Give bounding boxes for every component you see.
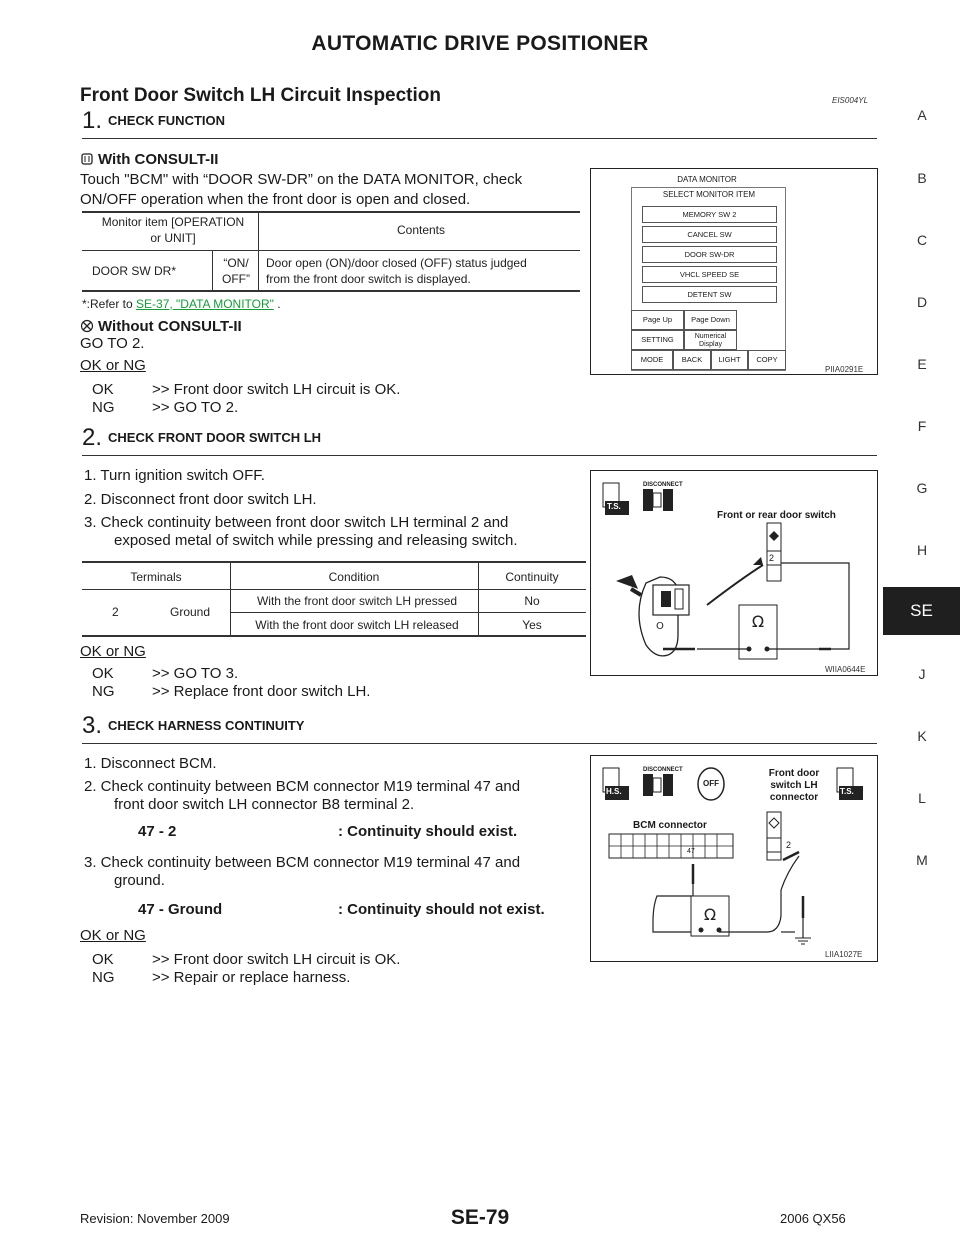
step1-para-line1: Touch "BCM" with “DOOR SW-DR” on the DATA MONITOR, check [80,171,523,188]
fig2-switch-label: Front or rear door switch [717,510,836,521]
fig1-display: Display [699,341,722,348]
fig3-fd2: switch LH [770,780,818,791]
fig1-code: PIIA0291E [825,365,864,374]
with-consult-heading [80,150,218,170]
fig1-page-down-button[interactable]: Page Down [684,310,737,330]
step1-table-bottom [82,290,580,292]
step1-ok-text: >> Front door switch LH circuit is OK. [152,381,401,398]
step3-line2b: front door switch LH connector B8 terminal 2. [114,796,415,813]
side-index-se-active[interactable]: SE [883,587,960,635]
step1-table-r1c1: DOOR SW DR* [92,264,176,278]
no-tool-icon [80,319,94,333]
side-index-j[interactable]: J [918,666,926,682]
fig1-item-4[interactable]: VHCL SPEED SE [642,266,777,283]
step2-table-h3: Continuity [505,570,559,584]
fig1-item-1[interactable]: MEMORY SW 2 [642,206,777,223]
footer-model: 2006 QX56 [780,1211,846,1226]
side-index-c[interactable]: C [916,232,928,248]
fig2-ts-label: T.S. [607,502,621,511]
fig3-pin2: 2 [786,840,792,850]
step1-ng-text: >> GO TO 2. [152,399,239,416]
step1-table-h1: Monitor item [OPERATION [101,215,245,229]
step3-spec1-result: : Continuity should exist. [338,823,518,840]
step2-divider [82,455,877,456]
step3-ok-ng: OK or NG [80,927,146,944]
step1-table-r1c3a: Door open (ON)/door closed (OFF) status judged [266,256,527,270]
section-code: EIS004YL [832,96,869,105]
fig2-terminal: 2 [769,553,775,563]
step2-table-hdiv [82,589,586,590]
fig3-code: LIIA1027E [825,950,863,959]
footer-page-number: SE-79 [450,1206,510,1229]
step1-note [82,297,281,311]
fig1-copy-button[interactable]: COPY [748,350,786,370]
step1-table-vline0 [212,250,213,291]
side-index-l[interactable]: L [918,790,926,806]
fig1-back-button[interactable]: BACK [673,350,711,370]
fig1-page-up-button[interactable]: Page Up [631,310,684,330]
side-index-d[interactable]: D [916,294,928,310]
step2-line3a: 3. Check continuity between front door switch LH terminal 2 and [84,514,509,531]
step1-ng: NG [92,399,115,416]
data-monitor-link[interactable]: SE-37, "DATA MONITOR" [136,297,274,311]
figure-data-monitor [590,168,878,375]
fig3-ts-label: T.S. [840,787,854,796]
step3-line2a: 2. Check continuity between BCM connector M19 terminal 47 and [84,778,521,795]
fig3-drawing [591,756,877,961]
step3-spec2-terms: 47 - Ground [138,901,223,918]
step3-line1: 1. Disconnect BCM. [84,755,217,772]
fig1-numerical: Numerical [694,333,727,340]
fig3-off-label: OFF [703,779,719,788]
step1-divider [82,138,877,139]
step1-table-h1b: or UNIT] [150,231,196,245]
step2-ok-ng: OK or NG [80,643,146,660]
step1-ok: OK [92,381,114,398]
step1-table-r1c3b: from the front door switch is displayed. [266,272,471,286]
step2-line3b: exposed metal of switch while pressing and releasing switch. [114,532,518,549]
fig1-light-button[interactable]: LIGHT [711,350,748,370]
side-index-g[interactable]: G [916,480,928,496]
note-prefix: *:Refer to [82,297,137,311]
fig1-item-5[interactable]: DETENT SW [642,286,777,303]
step3-spec2-result: : Continuity should not exist. [338,901,545,918]
fig3-hs-label: H.S. [606,787,622,796]
fig2-disconnect-label: DISCONNECT [643,482,683,488]
consult-tool-icon [80,152,94,166]
step2-table-top [82,561,586,563]
side-index-f[interactable]: F [917,418,927,434]
step3-number: 3. [82,712,103,739]
step2-table-h2: Condition [328,570,380,584]
side-index [885,0,960,1242]
step2-number: 2. [82,424,103,451]
step2-ng: NG [92,683,115,700]
step2-line2: 2. Disconnect front door switch LH. [84,491,317,508]
fig1-setting-button[interactable]: SETTING [631,330,684,350]
fig3-ohm-symbol: Ω [703,905,717,924]
fig3-disconnect-label: DISCONNECT [643,767,683,773]
step3-ng-text: >> Repair or replace harness. [152,969,351,986]
fig2-ohm-symbol: Ω [751,612,765,631]
step1-table-r1c2b: OFF” [222,272,250,286]
step1-title: CHECK FUNCTION [108,113,226,128]
step2-table-term: 2 [112,605,119,619]
step1-ok-ng: OK or NG [80,357,146,374]
fig3-pin47: 47 [687,848,695,855]
without-consult-label: Without CONSULT-II [98,318,242,335]
side-index-e[interactable]: E [917,356,927,372]
fig2-code: WIIA0644E [825,665,866,674]
side-index-m[interactable]: M [916,852,928,868]
step2-table-rowdiv [230,612,586,613]
step3-spec1-terms: 47 - 2 [138,823,177,840]
step2-table-v2: Yes [522,618,542,632]
step2-ok-text: >> GO TO 3. [152,665,239,682]
with-consult-label: With CONSULT-II [98,151,219,168]
step3-divider [82,743,877,744]
side-index-k[interactable]: K [917,728,927,744]
fig3-fd3: connector [769,792,819,803]
step1-table-mid [82,250,580,251]
step2-table-vline1 [230,561,231,636]
side-index-b[interactable]: B [917,170,927,186]
footer-revision: Revision: November 2009 [80,1211,230,1226]
step3-line3a: 3. Check continuity between BCM connector M19 terminal 47 and [84,854,521,871]
fig1-sub: SELECT MONITOR ITEM [662,190,756,199]
figure-harness-continuity [590,755,878,962]
step2-table-c2: With the front door switch LH released [255,618,459,632]
step3-line3b: ground. [114,872,165,889]
step3-ok: OK [92,951,114,968]
step3-heading [82,712,304,740]
side-index-h[interactable]: H [916,542,928,558]
fig3-front-door-label [763,768,825,804]
step2-table-ground: Ground [170,605,211,619]
step1-table-r1c2a: “ON/ [223,256,249,270]
step1-table-vline1 [258,211,259,291]
step3-ok-text: >> Front door switch LH circuit is OK. [152,951,401,968]
svg-text:O: O [656,621,664,632]
step2-title: CHECK FRONT DOOR SWITCH LH [108,430,322,445]
step2-table-c1: With the front door switch LH pressed [256,594,458,608]
step1-goto: GO TO 2. [80,335,145,352]
step1-table-h2: Contents [396,223,446,237]
step2-table-v1: No [524,594,540,608]
fig1-title: DATA MONITOR [677,175,737,184]
step2-ng-text: >> Replace front door switch LH. [152,683,371,700]
step1-number: 1. [82,107,103,134]
step2-heading [82,424,321,452]
step2-ok: OK [92,665,114,682]
fig3-bcm-label: BCM connector [633,820,707,831]
step2-line1: 1. Turn ignition switch OFF. [84,467,265,484]
page-header-title: AUTOMATIC DRIVE POSITIONER [311,32,649,55]
step1-para-line2: ON/OFF operation when the front door is open and closed. [80,191,471,208]
fig1-numerical-display-button[interactable] [684,330,737,350]
step3-title: CHECK HARNESS CONTINUITY [108,718,305,733]
fig1-mode-button[interactable]: MODE [631,350,673,370]
fig3-fd1: Front door [768,768,820,779]
figure-door-switch [590,470,878,676]
side-index-a[interactable]: A [917,107,927,123]
step3-ng: NG [92,969,115,986]
note-suffix: . [273,297,281,311]
fig1-item-3[interactable]: DOOR SW-DR [642,246,777,263]
fig2-drawing [591,471,877,675]
step2-table-h1: Terminals [130,570,182,584]
step1-table-top [82,211,580,213]
fig1-item-2[interactable]: CANCEL SW [642,226,777,243]
step2-table-bottom [82,635,586,637]
step1-heading [82,107,225,135]
section-title: Front Door Switch LH Circuit Inspection [80,85,441,106]
